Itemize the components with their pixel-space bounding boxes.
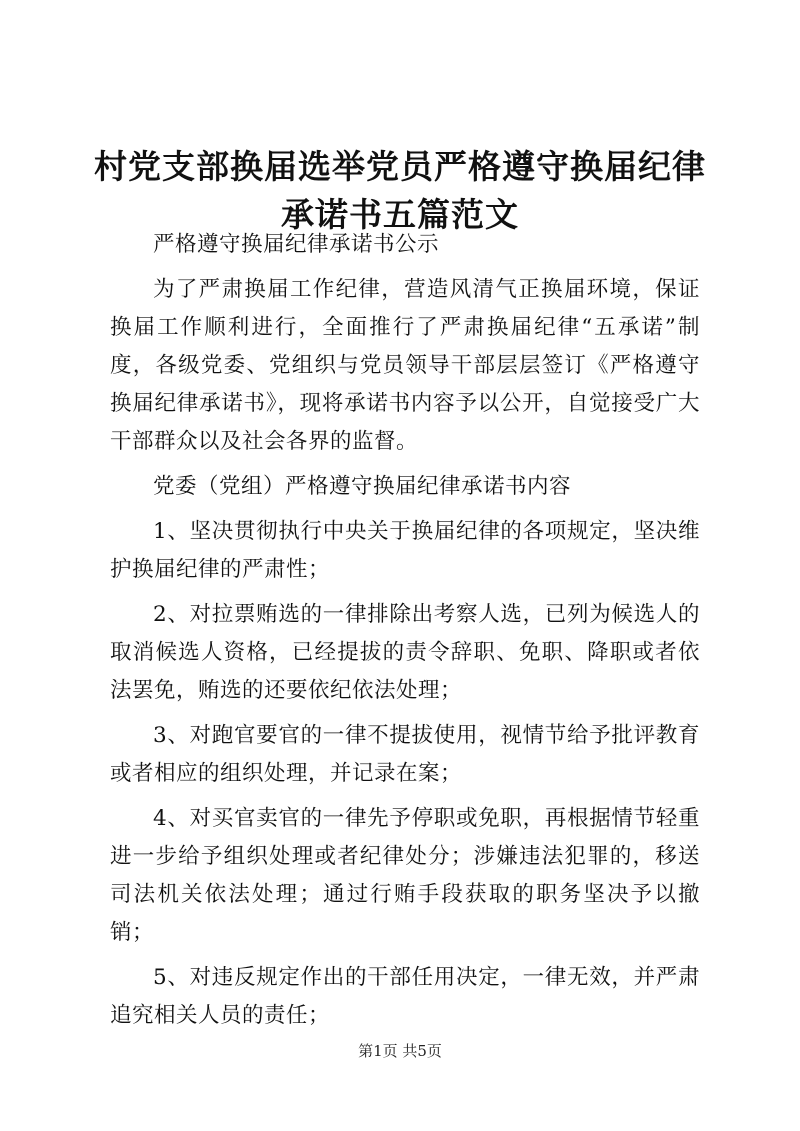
- page-number-footer: 第1页 共5页: [358, 1042, 442, 1060]
- paragraph-item-4: 4、对买官卖官的一律先予停职或免职，再根据情节轻重进一步给予组织处理或者纪律处分；涉嫌违法犯罪的，移送司法机关依法处理；通过行贿手段获取的职务坚决予以撤销；: [110, 806, 700, 945]
- paragraph-item-3: 3、对跑官要官的一律不提拔使用，视情节给予批评教育或者相应的组织处理，并记录在案；: [110, 723, 700, 786]
- paragraph-item-1: 1、坚决贯彻执行中央关于换届纪律的各项规定，坚决维护换届纪律的严肃性；: [110, 519, 700, 582]
- section-heading-notice: 严格遵守换届纪律承诺书公示: [153, 232, 440, 257]
- paragraph-intro: 为了严肃换届工作纪律，营造风清气正换届环境，保证换届工作顺利进行，全面推行了严肃换届纪律“五承诺”制度，各级党委、党组织与党员领导干部层层签订《严格遵守换届纪律承诺书》，现将承诺书内容予以公开，自觉接受广大干部群众以及社会各界的监督。: [110, 277, 700, 454]
- paragraph-item-2: 2、对拉票贿选的一律排除出考察人选，已列为候选人的取消候选人资格，已经提拔的责令辞职、免职、降职或者依法罢免，贿选的还要依纪依法处理；: [110, 602, 700, 703]
- document-body: [110, 226, 700, 1042]
- section-heading-content: 党委（党组）严格遵守换届纪律承诺书内容: [153, 474, 572, 499]
- document-title: 村党支部换届选举党员严格遵守换届纪律承诺书五篇范文: [94, 147, 706, 234]
- paragraph-item-5: 5、对违反规定作出的干部任用决定，一律无效，并严肃追究相关人员的责任；: [110, 965, 700, 1028]
